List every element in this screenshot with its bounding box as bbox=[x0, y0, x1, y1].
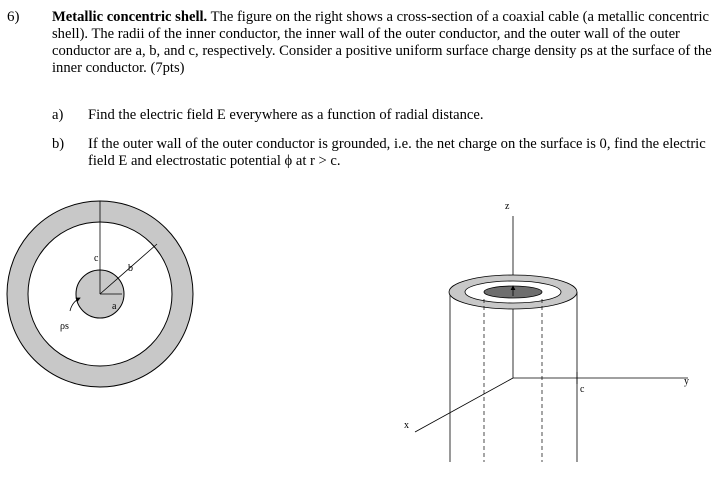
part-b-label: b) bbox=[52, 136, 65, 152]
part-a-text: Find the electric field E everywhere as a function of radial distance. bbox=[88, 107, 484, 123]
label-c: c bbox=[94, 253, 99, 264]
label-c-right: c bbox=[580, 384, 585, 395]
axis-y-label: y bbox=[684, 376, 689, 387]
question-body: The figure on the right shows a cross-section of a coaxial cable (a metallic concentric shell). The radii of the inner conductor, the inner wall of the outer conductor, and the outer wall of the outer conductor are a, b, and c, respectively. Consider a positive uniform surface charge density ρs at the surface of the inner conductor. (7pts) bbox=[52, 9, 712, 76]
question-title: Metallic concentric shell. bbox=[52, 9, 208, 25]
label-rho-s: ρs bbox=[60, 321, 69, 332]
label-a: a bbox=[112, 301, 117, 312]
label-b: b bbox=[128, 263, 133, 274]
x-axis bbox=[415, 378, 513, 432]
cross-section-figure bbox=[7, 201, 193, 387]
axis-z-label: z bbox=[505, 201, 510, 212]
question-number: 6) bbox=[7, 9, 20, 25]
part-a-label: a) bbox=[52, 107, 64, 123]
part-b-text: If the outer wall of the outer conductor is grounded, i.e. the net charge on the surface is 0, find the electric field E and electrostatic potential ϕ at r > c. bbox=[88, 136, 706, 169]
axis-x-label: x bbox=[404, 420, 409, 431]
coax-3d-figure bbox=[404, 201, 689, 462]
